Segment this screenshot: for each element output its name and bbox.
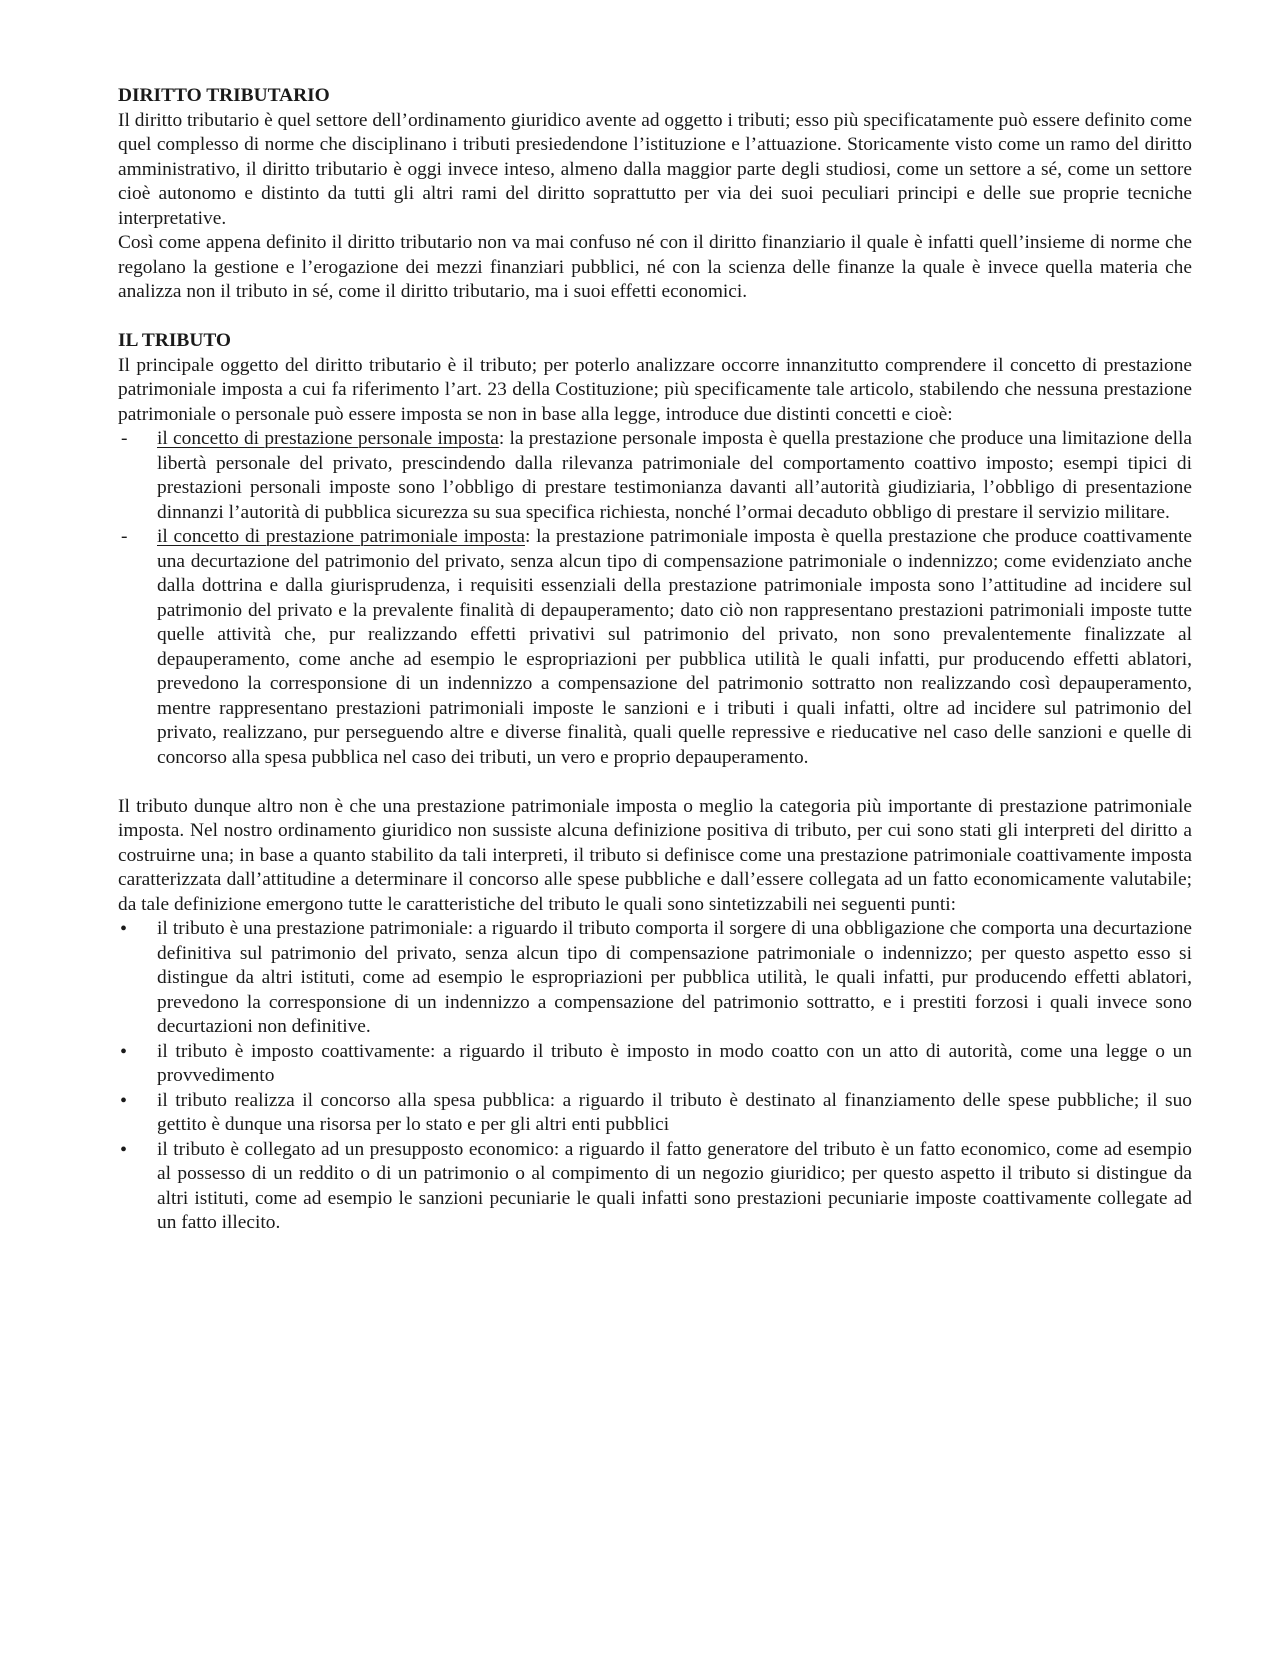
dash-marker: -	[121, 526, 128, 547]
bullet-marker: •	[120, 1040, 128, 1063]
list-item	[118, 427, 1192, 525]
paragraph-intro: Il principale oggetto del diritto tributario è il tributo; per poterlo analizzare occorre innanzitutto comprendere il concetto di prestazione patrimoniale imposta a cui fa riferimento l’art. 23 della Costituzione; più specificamente tale articolo, stabilendo che nessuna prestazione patrimoniale o personale può essere imposta se non in base alla legge, introduce due distinti concetti e cioè:	[118, 354, 1192, 425]
concept-text: : la prestazione patrimoniale imposta è quella prestazione che produce coattivamente una decurtazione del patrimonio del privato, senza alcun tipo di compensazione patrimoniale o indennizzo; come evidenziato anche dalla dottrina e dalla giurisprudenza, i requisiti essenziali della prestazione patrimoniale imposta sono l’attitudine ad incidere sul patrimonio del privato e la prevalente finalità di depauperamento; dato ciò non rappresentano prestazioni patrimoniali imposte tutte quelle attività che, pur realizzando effetti privativi sul patrimonio del privato, non sono prevalentemente finalizzate al depauperamento, come anche ad esempio le espropriazioni per pubblica utilità le quali infatti, pur producendo effetti ablatori, prevedono la corresponsione di un indennizzo a compensazione del patrimonio sottratto non realizzando così depauperamento, mentre rappresentano prestazioni patrimoniali imposte le sanzioni e i tributi i quali infatti, oltre ad incidere sul patrimonio del privato, realizzano, pur perseguendo altre e diverse finalità, quali quelle repressive e rieducative nel caso delle sanzioni e quelle di concorso alla spesa pubblica nel caso dei tributi, un vero e proprio depauperamento.	[157, 526, 1192, 768]
section-heading-il-tributo: IL TRIBUTO	[118, 330, 231, 351]
dash-marker: -	[121, 428, 128, 449]
bullet-marker: •	[120, 1138, 128, 1161]
bullet-marker: •	[120, 918, 128, 940]
list-item	[118, 1089, 1192, 1138]
concept-term: il concetto di prestazione personale imposta	[157, 428, 499, 449]
concept-term: il concetto di prestazione patrimoniale imposta	[157, 526, 525, 547]
paragraph-tributo-definition: Il tributo dunque altro non è che una prestazione patrimoniale imposta o meglio la categoria più importante di prestazione patrimoniale imposta. Nel nostro ordinamento giuridico non sussiste alcuna definizione positiva di tributo, per cui sono stati gli interpreti del diritto a costruirne una; in base a quanto stabilito da tali interpreti, il tributo si definisce come una prestazione patrimoniale coattivamente imposta caratterizzata dall’attitudine a determinare il concorso alle spese pubbliche e dall’essere collegata ad un fatto economicamente valutabile; da tale definizione emergono tutte le caratteristiche del tributo le quali sono sintetizzabili nei seguenti punti:	[118, 795, 1192, 915]
features-list	[118, 917, 1192, 1236]
spacer	[118, 770, 1192, 795]
feature-text: il tributo realizza il concorso alla spesa pubblica: a riguardo il tributo è destinato al finanziamento delle spese pubbliche; il suo gettito è dunque una risorsa per lo stato e per gli altri enti pubblici	[157, 1089, 1192, 1135]
list-item	[118, 1138, 1192, 1236]
section-heading-diritto-tributario: DIRITTO TRIBUTARIO	[118, 85, 330, 106]
bullet-marker: •	[120, 1089, 128, 1112]
list-item	[118, 525, 1192, 770]
list-item	[118, 1040, 1192, 1089]
feature-text: il tributo è una prestazione patrimoniale: a riguardo il tributo comporta il sorgere di una obbligazione che comporta una decurtazione definitiva sul patrimonio del privato, senza alcun tipo di compensazione patrimoniale o indennizzo; per questo aspetto esso si distingue da altri istituti, come ad esempio le espropriazioni per pubblica utilità, le quali infatti, pur producendo effetti ablatori, prevedono la corresponsione di un indennizzo a compensazione del patrimonio sottratto, e i prestiti forzosi i quali invece sono decurtazioni non definitive.	[157, 918, 1192, 1037]
feature-text: il tributo è collegato ad un presupposto economico: a riguardo il fatto generatore del tributo è un fatto economico, come ad esempio al possesso di un reddito o di un patrimonio o al compimento di un negozio giuridico; per questo aspetto il tributo si distingue da altri istituti, come ad esempio le sanzioni pecuniarie le quali infatti sono prestazioni pecuniarie imposte coattivamente collegate ad un fatto illecito.	[157, 1138, 1192, 1233]
document-page	[118, 84, 1192, 1236]
feature-text: il tributo è imposto coattivamente: a riguardo il tributo è imposto in modo coatto con un atto di autorità, come una legge o un provvedimento	[157, 1040, 1192, 1086]
list-item	[118, 917, 1192, 1040]
paragraph-distinction: Così come appena definito il diritto tributario non va mai confuso né con il diritto finanziario il quale è infatti quell’insieme di norme che regolano la gestione e l’erogazione dei mezzi finanziari pubblici, né con la scienza delle finanze la quale è invece quella materia che analizza non il tributo in sé, come il diritto tributario, ma i suoi effetti economici.	[118, 232, 1192, 302]
concept-text: : la prestazione personale imposta è quella prestazione che produce una limitazione della libertà personale del privato, prescindendo dalla rilevanza patrimoniale del comportamento coattivo imposto; esempi tipici di prestazioni personali imposte sono l’obbligo di prestare testimonianza davanti all’autorità giudiziaria, l’obbligo di presentazione dinnanzi l’autorità di pubblica sicurezza su sua specifica richiesta, nonché l’ormai decaduto obbligo di prestare il servizio militare.	[157, 428, 1192, 523]
concepts-list	[118, 427, 1192, 770]
spacer	[118, 305, 1192, 330]
paragraph-definition: Il diritto tributario è quel settore dell’ordinamento giuridico avente ad oggetto i tributi; esso più specificatamente può essere definito come quel complesso di norme che disciplinano i tributi presiedendone l’istituzione e l’attuazione. Storicamente visto come un ramo del diritto amministrativo, il diritto tributario è oggi invece inteso, almeno dalla maggior parte degli studiosi, come un settore a sé, come un settore cioè autonomo e distinto da tutti gli altri rami del diritto soprattutto per via dei suoi peculiari principi e delle sue proprie tecniche interpretative.	[118, 109, 1192, 229]
